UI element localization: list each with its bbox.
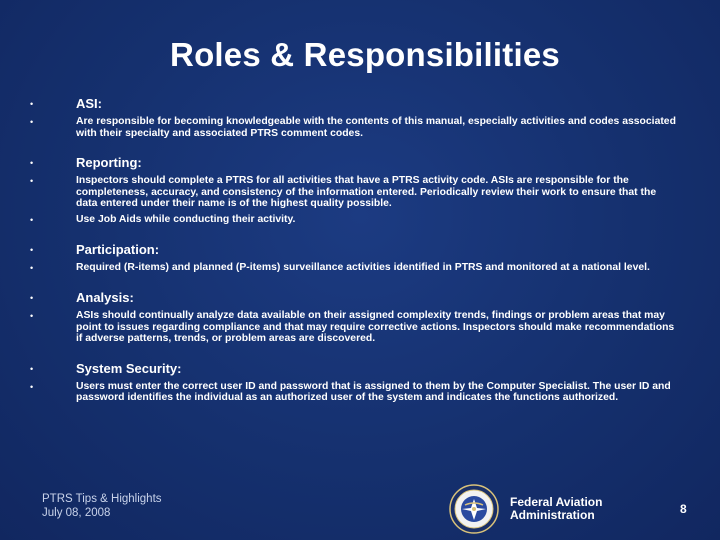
faa-seal-icon	[449, 484, 499, 534]
bullet: •	[30, 214, 34, 225]
faa-name-line2: Administration	[510, 508, 595, 522]
section-item	[26, 262, 676, 274]
item-text: Required (R-items) and planned (P-items) surveillance activities identified in PTRS and monitored at a national level.	[76, 261, 650, 273]
bullet: •	[30, 99, 34, 109]
section-item	[26, 116, 676, 139]
bullet: •	[30, 176, 34, 187]
section-item	[26, 214, 676, 226]
section-heading-analysis	[26, 290, 676, 306]
heading-text: Reporting:	[76, 155, 142, 171]
footer-presentation-info	[42, 492, 162, 520]
heading-text: ASI:	[76, 96, 102, 111]
faa-name	[510, 496, 602, 522]
bullet: •	[30, 158, 34, 169]
section-heading-system-security	[26, 361, 676, 377]
footer-date: July 08, 2008	[42, 507, 111, 519]
item-text: Inspectors should complete a PTRS for all activities that have a PTRS activity code. ASIs are responsible for the completeness, accuracy, and consistency of the information entered. Periodically review their work to ensure that the data entered under their name is of the highest quality possible.	[76, 175, 657, 210]
heading-text: Participation:	[76, 241, 160, 257]
item-text: ASIs should continually analyze data available on their assigned complexity trends, findings or problem areas that may point to issues regarding compliance and that may require corrective actions. Inspectors should make recommendations if adverse patterns, trends, or problem areas are discovered.	[76, 309, 675, 345]
page-number: 8	[680, 502, 687, 516]
section-heading-reporting	[26, 155, 676, 171]
bullet: •	[30, 310, 34, 321]
item-text: Are responsible for becoming knowledgeable with the contents of this manual, especially activities and codes associated with their specialty and associated PTRS comment codes.	[76, 116, 676, 139]
section-item	[26, 381, 676, 404]
section-item	[26, 310, 676, 345]
bullet: •	[30, 262, 34, 273]
bullet: •	[30, 117, 34, 127]
section-heading-participation	[26, 242, 676, 258]
item-text: Use Job Aids while conducting their activity.	[76, 213, 296, 225]
slide-content	[26, 96, 676, 404]
heading-text: System Security:	[76, 360, 182, 376]
heading-text: Analysis:	[76, 289, 134, 305]
bullet: •	[30, 244, 34, 255]
section-heading-asi	[26, 96, 676, 112]
bullet: •	[30, 381, 34, 392]
section-item	[26, 175, 676, 210]
slide-title: Roles & Responsibilities	[170, 36, 560, 73]
faa-name-line1: Federal Aviation	[510, 495, 603, 509]
bullet: •	[30, 363, 34, 374]
bullet: •	[30, 292, 34, 303]
item-text: Users must enter the correct user ID and password that is assigned to them by the Computer Specialist. The user ID and password identifies the individual as an authorized user of the system and indicates the functions authorized.	[76, 380, 671, 404]
footer-title: PTRS Tips & Highlights	[42, 493, 162, 505]
